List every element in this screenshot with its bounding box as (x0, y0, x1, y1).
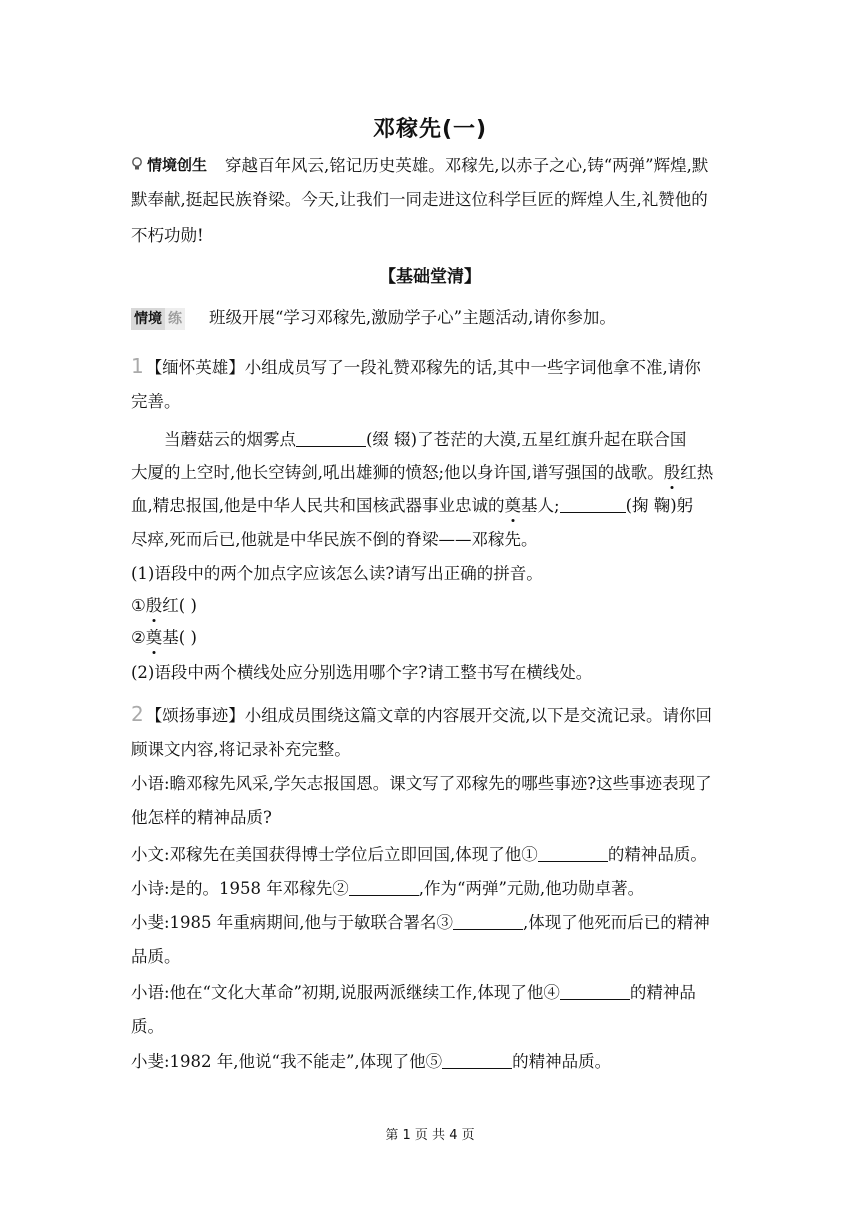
answer-blank-q2-1[interactable] (538, 845, 608, 862)
q2-dialog-1a: 小语:瞻邓稼先风采,学矢志报国恩。课文写了邓稼先的哪些事迹?这些事迹表现了 (131, 774, 712, 793)
dotted-char-dian: 奠 (504, 496, 521, 515)
q1-item-1-pre: ① (131, 596, 146, 615)
lightbulb-icon (131, 157, 143, 171)
q2-dialog-5 (131, 983, 696, 1003)
q1-para-3b: 基人; (521, 496, 560, 515)
q2-dialog-2a: 小文:邓稼先在美国获得博士学位后立即回国,体现了他① (131, 845, 538, 864)
answer-blank-q2-2[interactable] (349, 879, 419, 896)
q2-dialog-6b: 的精神品质。 (512, 1052, 612, 1071)
q2-dialog-3b: ,作为“两弹”元勋,他功勋卓著。 (418, 879, 645, 898)
q1-para-3c: (掬 鞠)躬 (625, 496, 694, 515)
q1-item-2-dot: 奠 (145, 628, 163, 647)
intro-line-1 (131, 155, 708, 176)
q2-dialog-4b: ,体现了他死而后已的精神 (523, 913, 710, 932)
q1-para-1a: 当蘑菇云的烟雾点 (164, 430, 296, 449)
intro-text-1: 穿越百年风云,铭记历史英雄。邓稼先,以赤子之心,铸“两弹”辉煌,默 (225, 156, 709, 175)
q1-para-line-3 (131, 496, 693, 516)
q2-line-1 (131, 704, 712, 726)
q1-sub-1: (1)语段中的两个加点字应该怎么读?请写出正确的拼音。 (131, 564, 543, 583)
q2-dialog-3 (131, 879, 644, 899)
answer-blank-q2-3[interactable] (453, 913, 523, 930)
intro-badge (131, 155, 207, 175)
q2-number: 2 (131, 702, 144, 726)
q1-para-2: 大厦的上空时,他长空铸剑,吼出雄狮的愤怒;他以身许国,谱写强国的战歌。 (131, 463, 664, 482)
activity-badge (131, 308, 185, 330)
q1-number: 1 (131, 354, 144, 378)
q1-para-2-end: 红热 (680, 463, 714, 482)
q2-dialog-4a: 小斐:1985 年重病期间,他与于敏联合署名③ (131, 913, 454, 932)
q2-dialog-2 (131, 845, 707, 865)
section-title: 【基础堂清】 (379, 267, 481, 287)
q2-dialog-3a: 小诗:是的。1958 年邓稼先② (131, 879, 349, 898)
q2-dialog-2b: 的精神品质。 (607, 845, 707, 864)
activity-badge-a: 情境 (131, 308, 165, 330)
q1-line-1 (131, 356, 701, 378)
activity-badge-b: 练 (165, 308, 185, 330)
q1-item-2-pre: ② (131, 628, 146, 647)
q1-item-1 (131, 596, 197, 616)
q2-dialog-4 (131, 913, 710, 933)
q1-prompt-1: 【缅怀英雄】小组成员写了一段礼赞邓稼先的话,其中一些字词他拿不准,请你 (145, 358, 701, 377)
answer-blank-q2-4[interactable] (560, 983, 630, 1000)
q2-dialog-5b: 的精神品 (629, 983, 696, 1002)
q1-sub-2: (2)语段中两个横线处应分别选用哪个字?请工整书写在横线处。 (131, 663, 593, 682)
q1-para-4: 尽瘁,死而后已,他就是中华民族不倒的脊梁——邓稼先。 (131, 530, 538, 549)
dotted-char-yin: 殷 (663, 463, 681, 482)
q2-dialog-6a: 小斐:1982 年,他说“我不能走”,体现了他⑤ (131, 1052, 443, 1071)
q2-prompt-1: 【颂扬事迹】小组成员围绕这篇文章的内容展开交流,以下是交流记录。请你回 (145, 706, 712, 725)
page-title: 邓稼先(一) (372, 117, 488, 142)
q2-dialog-5a: 小语:他在“文化大革命”初期,说服两派继续工作,体现了他④ (131, 983, 560, 1002)
q1-prompt-2: 完善。 (131, 392, 181, 411)
q1-item-2 (131, 628, 197, 648)
q2-prompt-2: 顾课文内容,将记录补充完整。 (131, 740, 351, 759)
answer-blank-1[interactable] (296, 430, 366, 447)
answer-blank-q2-5[interactable] (442, 1052, 512, 1069)
activity-text: 班级开展“学习邓稼先,激励学子心”主题活动,请你参加。 (209, 308, 616, 327)
intro-text-2: 默奉献,挺起民族脊梁。今天,让我们一同走进这位科学巨匠的辉煌人生,礼赞他的 (131, 190, 708, 209)
q2-dialog-5c: 质。 (131, 1017, 164, 1036)
q1-item-1-dot: 殷 (145, 596, 163, 615)
intro-badge-label: 情境创生 (147, 156, 208, 174)
q2-dialog-6 (131, 1052, 611, 1072)
q1-para-3a: 血,精忠报国,他是中华人民共和国核武器事业忠诚的 (131, 496, 505, 515)
q1-para-line-1 (164, 430, 686, 450)
q1-item-2-post[interactable]: 基( ) (162, 628, 197, 647)
q2-dialog-4c: 品质。 (131, 947, 181, 966)
q1-item-1-post[interactable]: 红( ) (162, 596, 197, 615)
q1-para-line-2 (131, 463, 713, 483)
q2-dialog-1b: 他怎样的精神品质? (131, 808, 272, 827)
q1-para-1b: (缀 辍)了苍茫的大漠,五星红旗升起在联合国 (366, 430, 687, 449)
page-footer: 第 1 页 共 4 页 (385, 1128, 475, 1143)
answer-blank-2[interactable] (560, 496, 626, 513)
intro-text-3: 不朽功勋! (131, 226, 204, 245)
activity-line (131, 308, 616, 330)
